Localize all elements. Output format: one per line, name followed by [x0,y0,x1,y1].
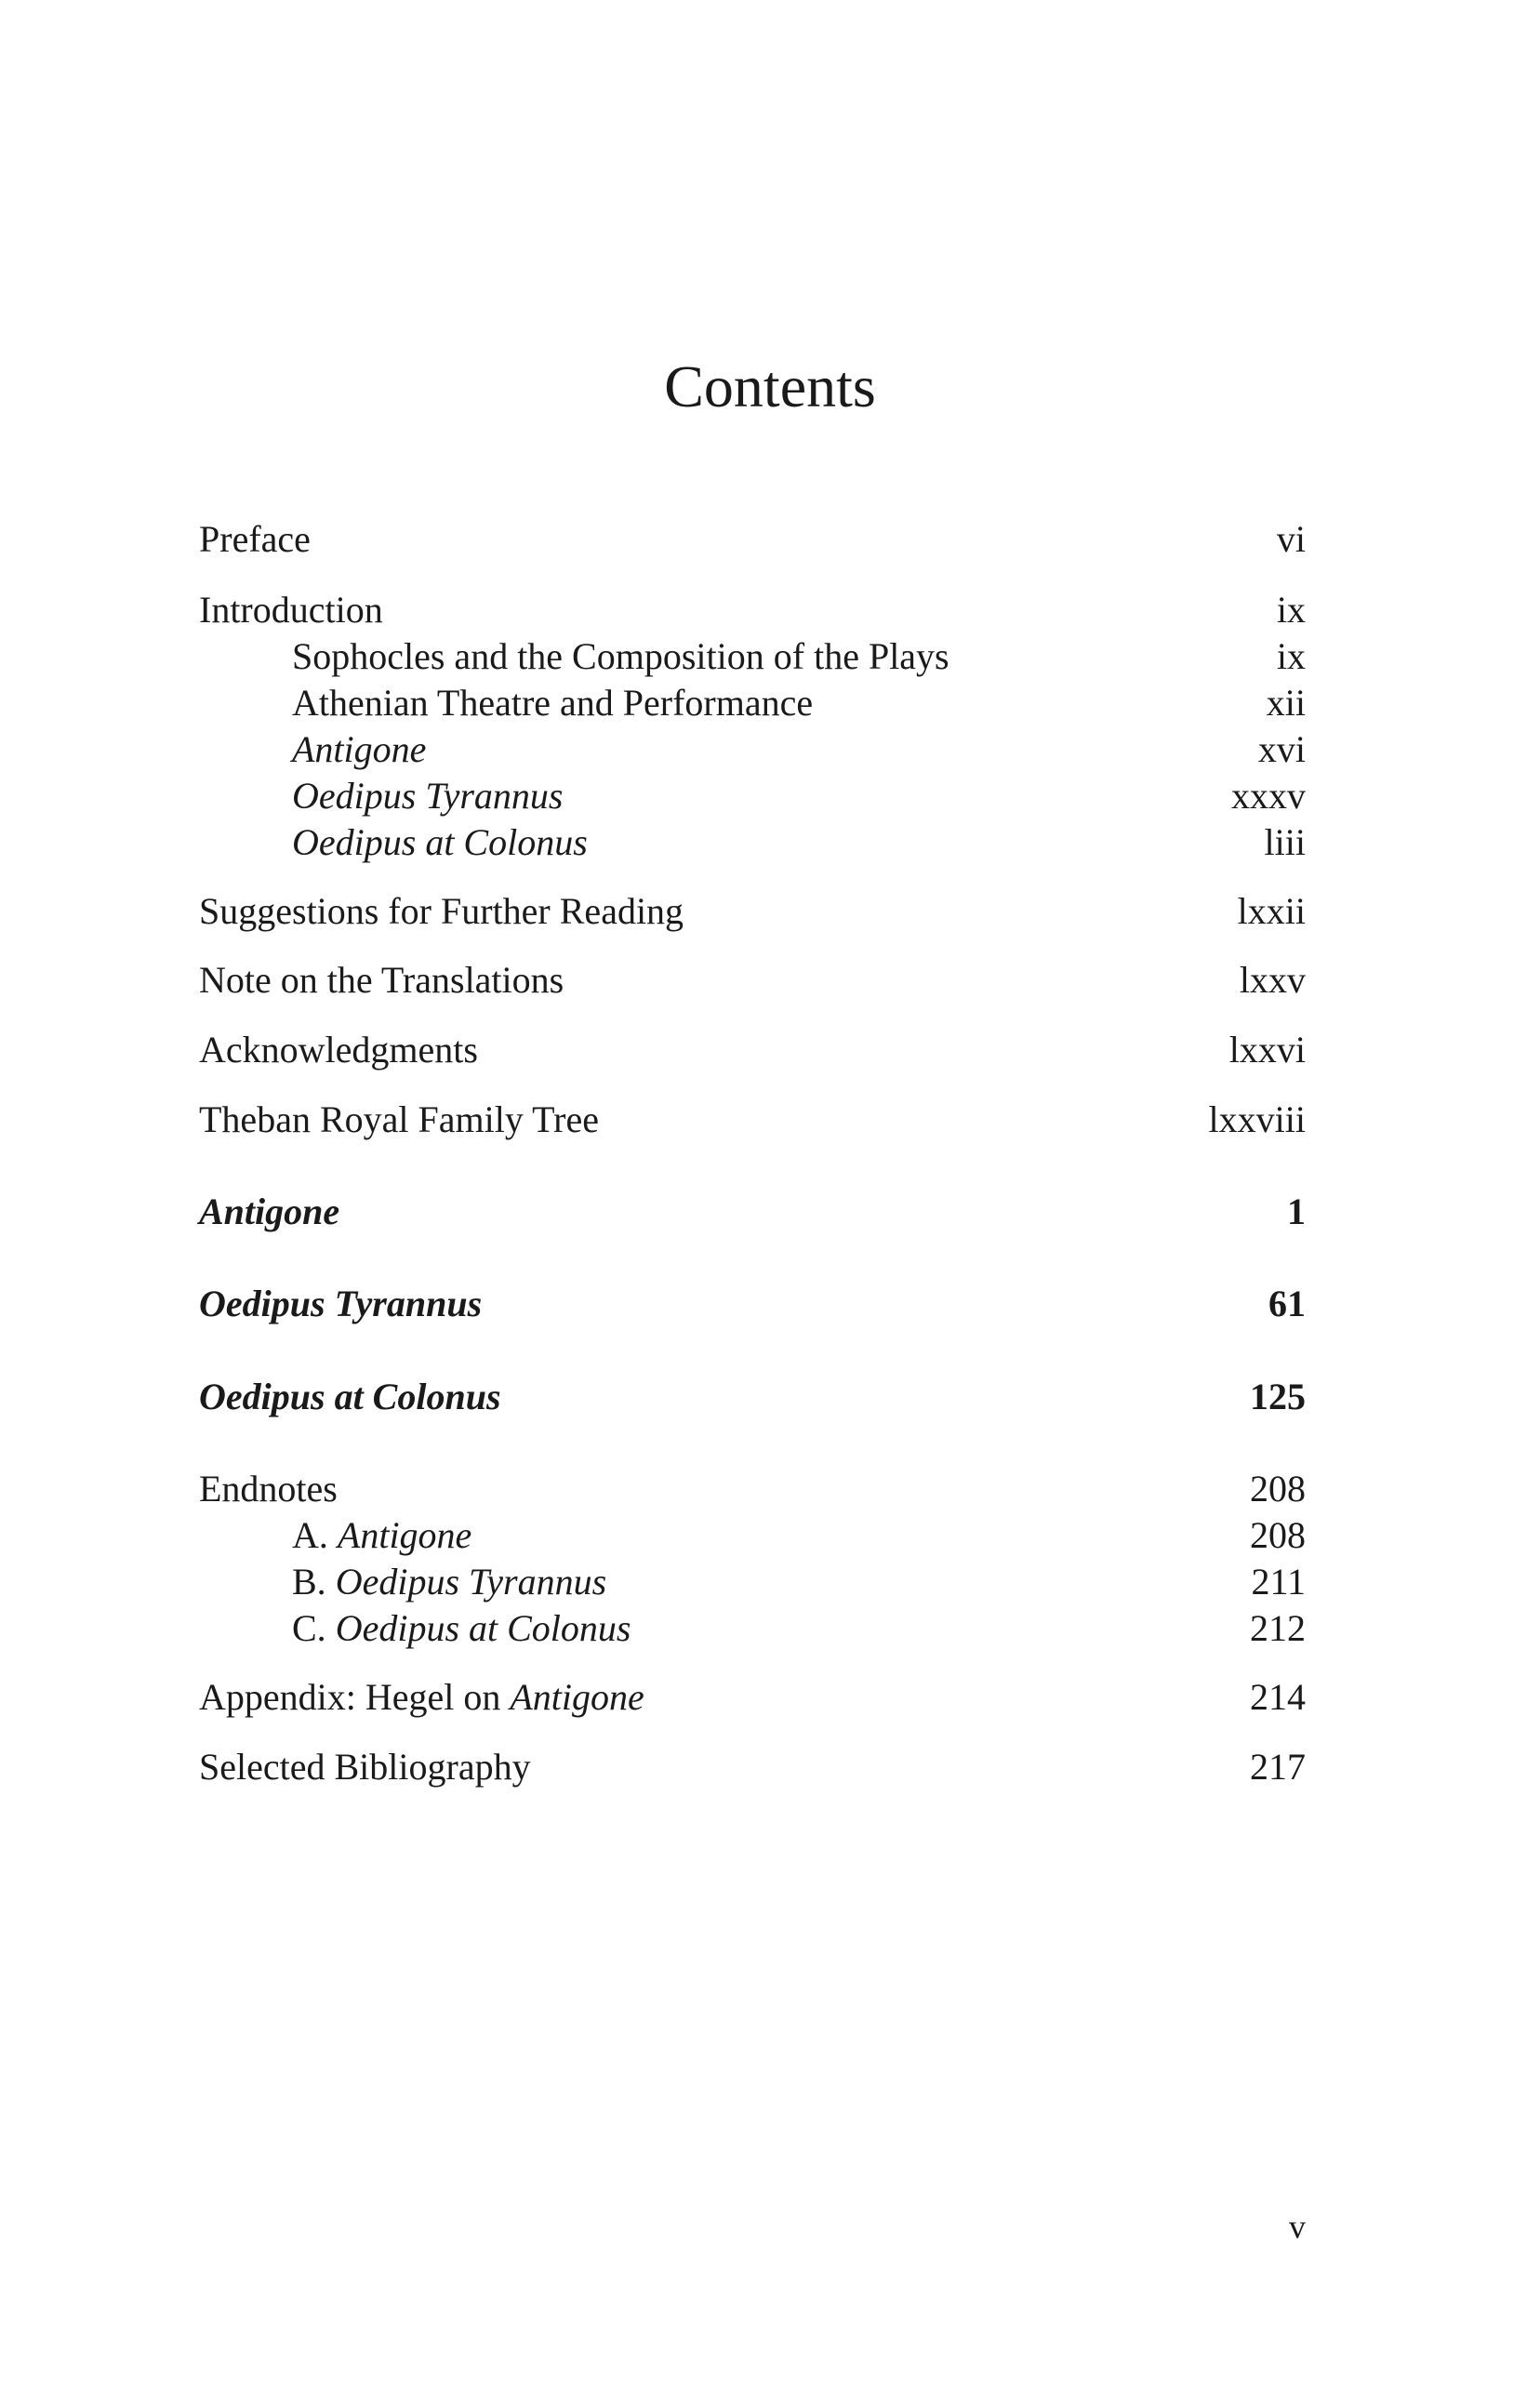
toc-entry-label: Oedipus at Colonus [292,821,588,863]
toc-entry-label: Introduction [199,589,383,631]
toc-entry-note-on-translations [199,956,1306,1004]
toc-entry-page: 217 [1250,1746,1306,1788]
toc-entry-label: A. Antigone [292,1514,472,1556]
toc-subentry-athenian-theatre [199,679,1306,727]
toc-entry-page: vi [1276,518,1306,560]
toc-entry-acknowledgments [199,1026,1306,1074]
toc-entry-page: lxxii [1237,890,1306,932]
toc-entry-label: Sophocles and the Composition of the Plays [292,635,949,677]
toc-entry-further-reading [199,887,1306,936]
toc-entry-page: xvi [1257,728,1306,770]
toc-entry-play-antigone [199,1188,1306,1236]
toc-entry-label: Theban Royal Family Tree [199,1098,599,1140]
toc-entry-page: 214 [1250,1676,1306,1718]
toc-subentry-antigone [199,725,1306,774]
toc-entry-label: Athenian Theatre and Performance [292,682,814,724]
toc-entry-page: lxxv [1239,959,1306,1001]
toc-entry-page: liii [1264,821,1306,863]
toc-entry-label: Appendix: Hegel on Antigone [199,1676,644,1718]
toc-entry-bibliography [199,1743,1306,1791]
toc-entry-label: Antigone [292,728,427,770]
toc-entry-page: ix [1276,589,1306,631]
toc-entry-endnotes [199,1465,1306,1513]
toc-entry-label: Selected Bibliography [199,1746,531,1788]
toc-entry-page: 61 [1268,1283,1306,1324]
toc-entry-preface [199,515,1306,564]
toc-subentry-endnotes-c [199,1604,1306,1653]
toc-entry-label: Suggestions for Further Reading [199,890,684,932]
toc-entry-family-tree [199,1096,1306,1144]
toc-entry-page: ix [1276,635,1306,677]
toc-entry-page: 208 [1250,1468,1306,1510]
toc-entry-appendix [199,1673,1306,1722]
toc-entry-page: 125 [1250,1376,1306,1417]
toc-subentry-endnotes-b [199,1558,1306,1606]
page-number: v [1289,2208,1306,2245]
toc-entry-introduction [199,586,1306,634]
toc-entry-label: Endnotes [199,1468,338,1510]
toc-entry-page: 208 [1250,1514,1306,1556]
toc-entry-label: C. Oedipus at Colonus [292,1607,631,1649]
toc-entry-page: xii [1266,682,1306,724]
toc-entry-label: Oedipus Tyrannus [199,1283,483,1324]
toc-subentry-oedipus-tyrannus [199,772,1306,820]
toc-entry-label: Note on the Translations [199,959,564,1001]
toc-subentry-sophocles [199,632,1306,681]
toc-entry-label: Preface [199,518,311,560]
toc-entry-page: xxxv [1231,775,1306,817]
toc-subentry-endnotes-a [199,1511,1306,1560]
toc-entry-label: B. Oedipus Tyrannus [292,1561,607,1603]
toc-entry-page: 1 [1287,1190,1306,1232]
toc-subentry-oedipus-at-colonus [199,818,1306,867]
toc-entry-page: lxxvi [1228,1029,1306,1071]
toc-entry-label: Antigone [199,1190,340,1232]
toc-entry-play-oedipus-tyrannus [199,1280,1306,1328]
toc-entry-page: 212 [1250,1607,1306,1649]
toc-entry-label: Oedipus at Colonus [199,1376,501,1417]
toc-entry-page: 211 [1251,1561,1306,1603]
toc-entry-page: lxxviii [1208,1098,1306,1140]
toc-entry-play-oedipus-at-colonus [199,1373,1306,1421]
toc-entry-label: Acknowledgments [199,1029,478,1071]
page-title: Contents [664,353,876,419]
toc-entry-label: Oedipus Tyrannus [292,775,564,817]
